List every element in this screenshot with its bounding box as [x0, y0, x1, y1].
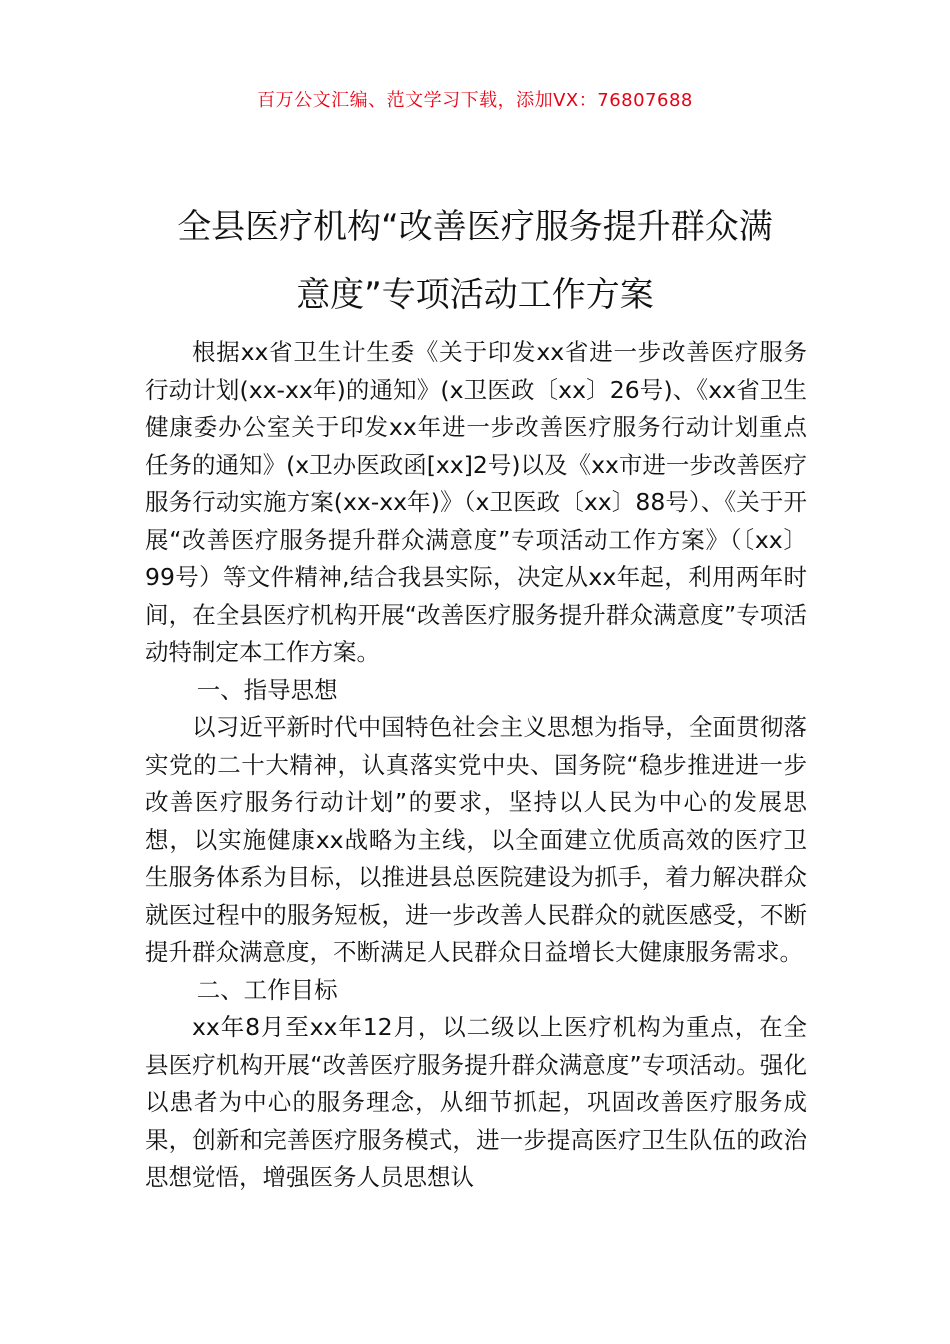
header-watermark-note: 百万公文汇编、范文学习下载，添加VX：76807688 — [257, 90, 693, 111]
title-line-1: 全县医疗机构“改善医疗服务提升群众满 — [177, 206, 773, 247]
work-goals-paragraph: xx年8月至xx年12月，以二级以上医疗机构为重点，在全县医疗机构开展“改善医疗服务提升群众满意度”专项活动。强化以患者为中心的服务理念，从细节抓起，巩固改善医疗服务成果，创新和完善医疗服务模式，进一步提高医疗卫生队伍的政治思想觉悟，增强医务人员思想认 — [145, 1013, 807, 1191]
intro-paragraph: 根据xx省卫生计生委《关于印发xx省进一步改善医疗服务行动计划(xx-xx年)的通知》(x卫医政〔xx〕26号)、《xx省卫生健康委办公室关于印发xx年进一步改善医疗服务行动计划重点任务的通知》(x卫办医政函[xx]2号)以及《xx市进一步改善医疗服务行动实施方案(xx-xx年)》（x卫医政〔xx〕88号）、《关于开展“改善医疗服务提升群众满意度”专项活动工作方案》（〔xx〕99号）等文件精神,结合我县实际，决定从xx年起，利用两年时间，在全县医疗机构开展“改善医疗服务提升群众满意度”专项活动特制定本工作方案。 — [145, 338, 807, 666]
document-body — [145, 334, 807, 1197]
document-title — [120, 193, 830, 329]
section-heading-work-goals: 二、工作目标 — [196, 975, 338, 1004]
title-line-2: 意度”专项活动工作方案 — [296, 274, 654, 315]
guiding-ideology-paragraph: 以习近平新时代中国特色社会主义思想为指导，全面贯彻落实党的二十大精神，认真落实党中央、国务院“稳步推进进一步改善医疗服务行动计划”的要求，坚持以人民为中心的发展思想，以实施健康xx战略为主线，以全面建立优质高效的医疗卫生服务体系为目标，以推进县总医院建设为抓手，着力解决群众就医过程中的服务短板，进一步改善人民群众的就医感受，不断提升群众满意度，不断满足人民群众日益增长大健康服务需求。 — [145, 713, 807, 966]
section-heading-guiding-ideology: 一、指导思想 — [196, 675, 338, 704]
